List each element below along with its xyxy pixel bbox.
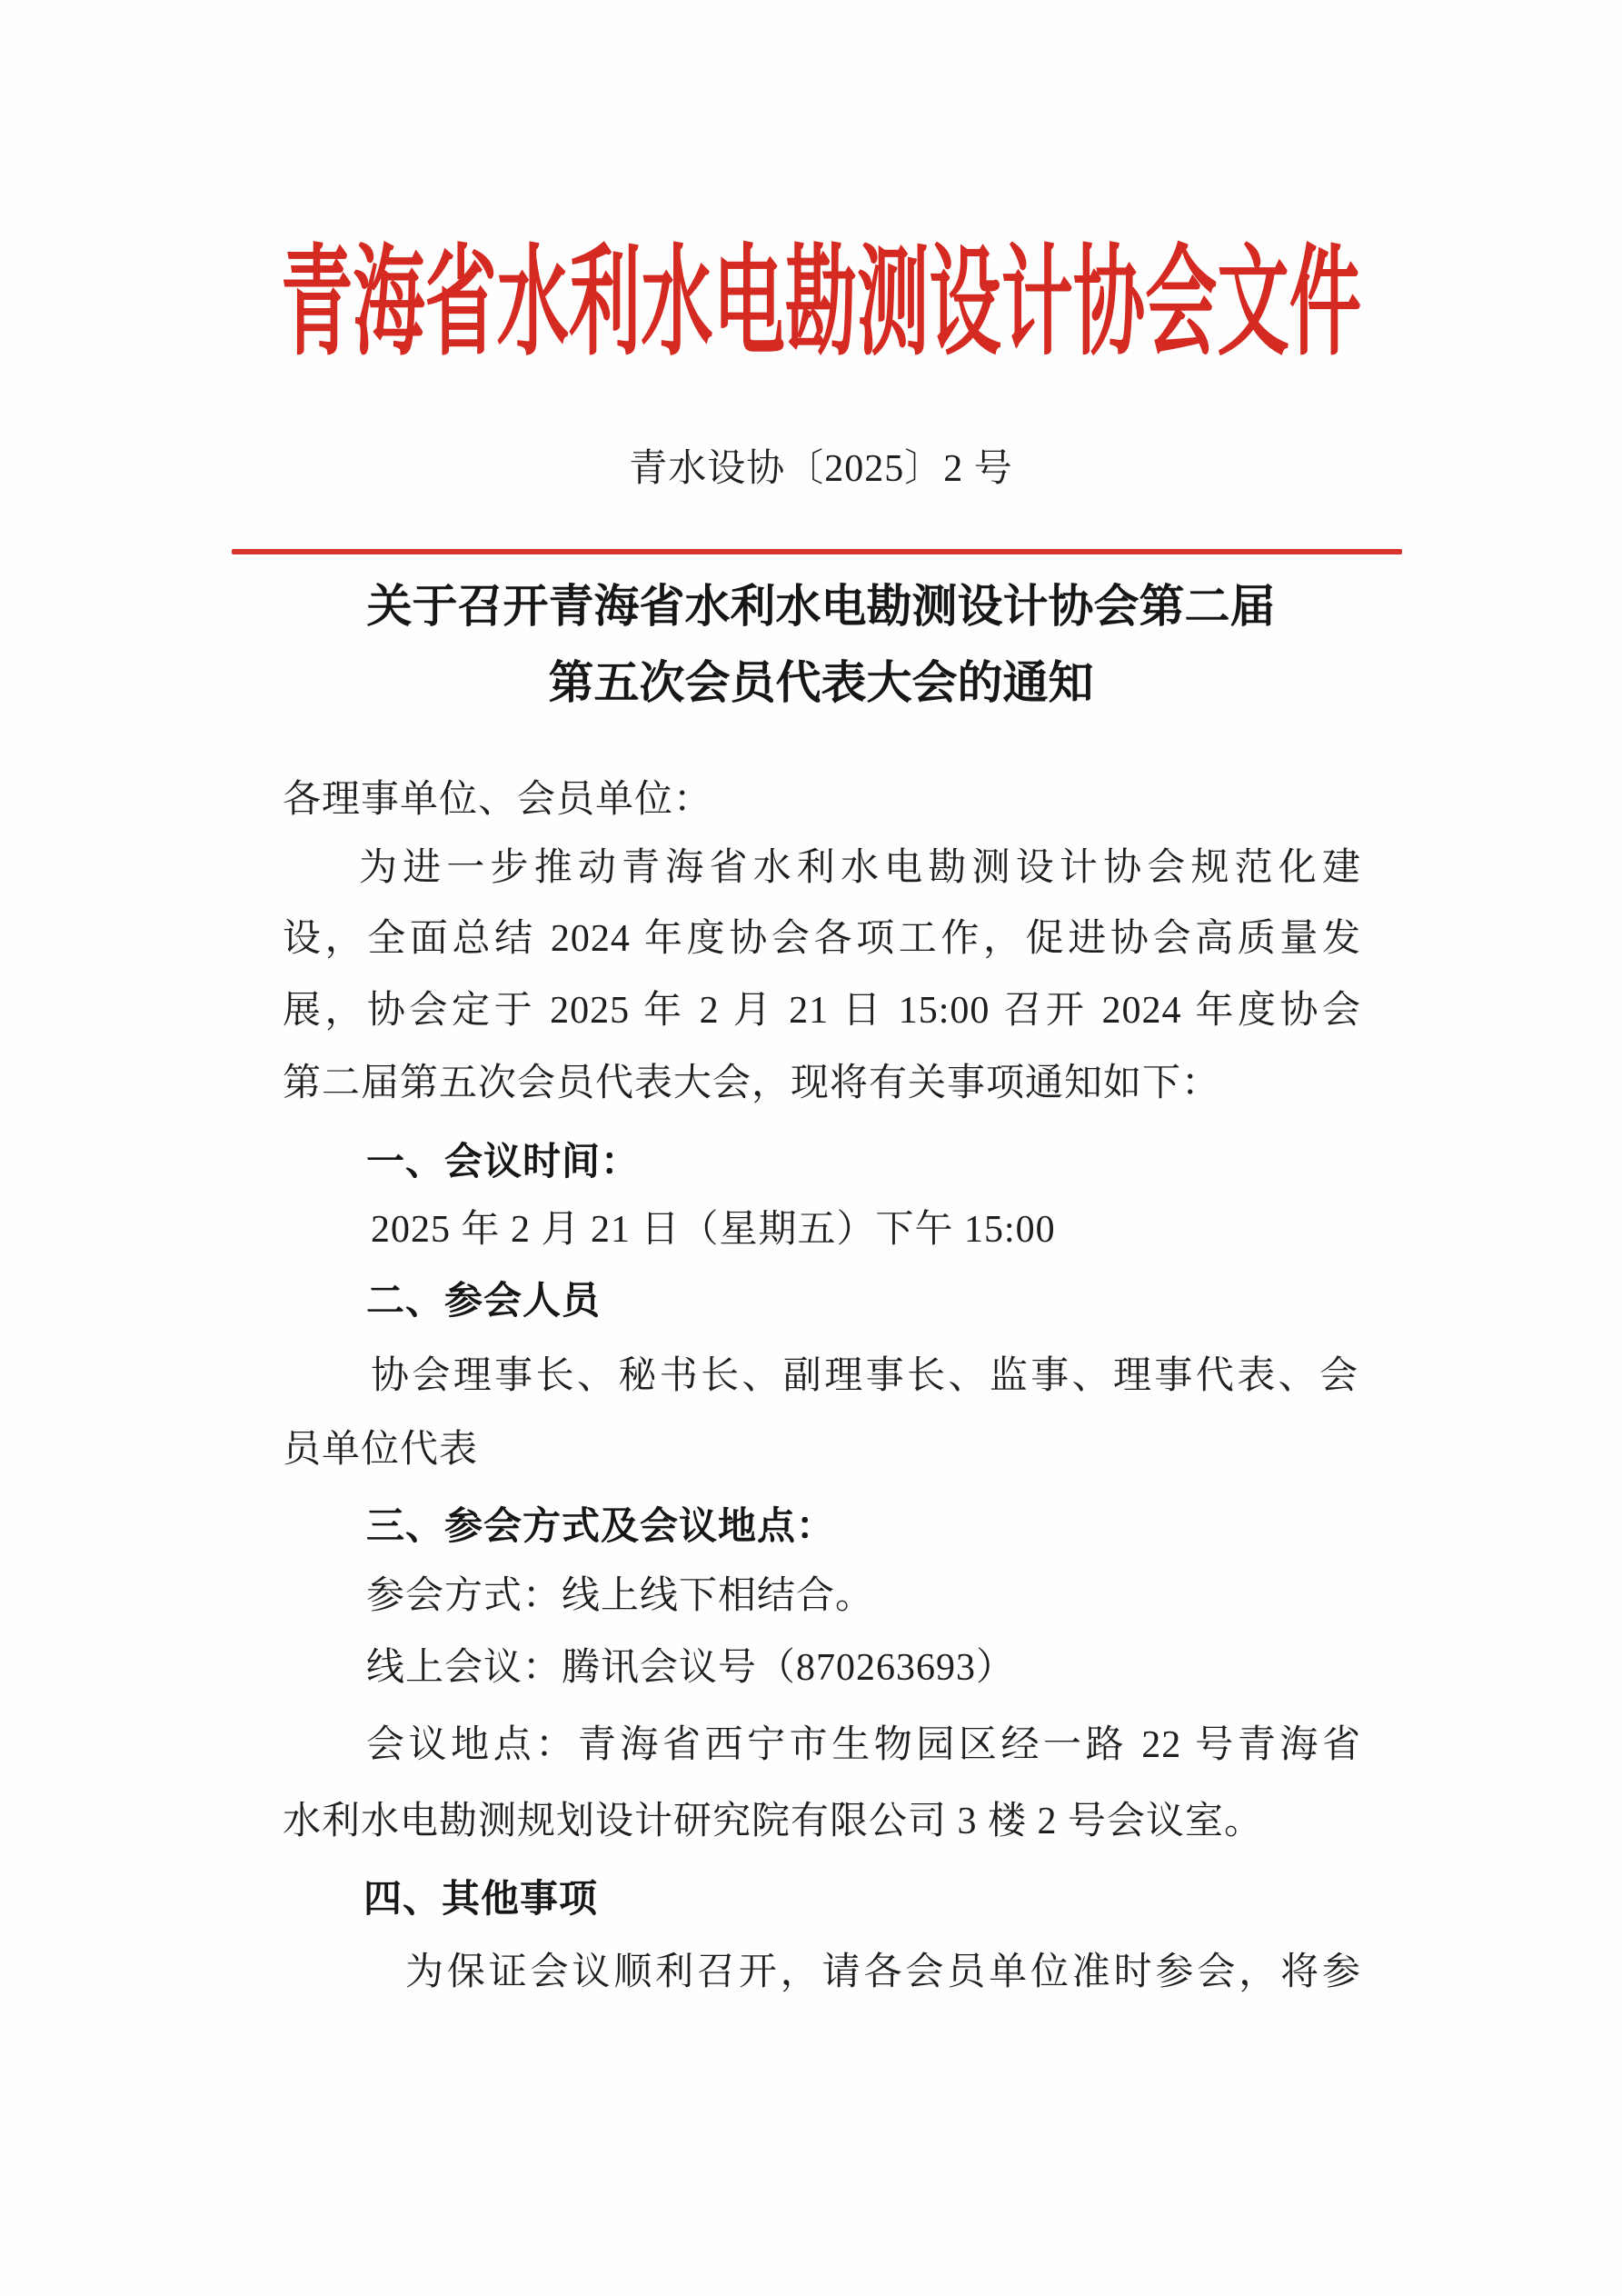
meeting-time-text: 2025 年 2 月 21 日（星期五）下午 15:00 bbox=[371, 1209, 1056, 1251]
intro-line: 展，协会定于 2025 年 2 月 21 日 15:00 召开 2024 年度协会 bbox=[283, 990, 1361, 1032]
online-meeting-id: 线上会议：腾讯会议号（870263693） bbox=[366, 1647, 1016, 1689]
intro-line: 设，全面总结 2024 年度协会各项工作，促进协会高质量发 bbox=[283, 918, 1361, 960]
notice-title-line-1: 关于召开青海省水利水电勘测设计协会第二届 bbox=[366, 581, 1276, 632]
meeting-location-line: 水利水电勘测规划设计研究院有限公司 3 楼 2 号会议室。 bbox=[283, 1801, 1264, 1842]
attendees-line: 协会理事长、秘书长、副理事长、监事、理事代表、会 bbox=[371, 1355, 1358, 1397]
notice-title-line-2: 第五次会员代表大会的通知 bbox=[548, 657, 1094, 708]
salutation: 各理事单位、会员单位： bbox=[283, 779, 713, 821]
header-title bbox=[281, 235, 1361, 366]
attendees-line: 员单位代表 bbox=[283, 1429, 479, 1471]
header-title-text: 青海省水利水电勘测设计协会文件 bbox=[281, 235, 1361, 366]
document-number: 青水设协〔2025〕2 号 bbox=[629, 448, 1013, 490]
section-heading-format-location: 三、参会方式及会议地点： bbox=[366, 1504, 836, 1547]
meeting-location-line: 会议地点：青海省西宁市生物园区经一路 22 号青海省 bbox=[366, 1724, 1361, 1766]
red-rule-divider bbox=[232, 549, 1402, 554]
section-heading-other-matters: 四、其他事项 bbox=[363, 1877, 599, 1920]
intro-line: 为进一步推动青海省水利水电勘测设计协会规范化建 bbox=[359, 847, 1361, 889]
section-heading-meeting-time: 一、会议时间： bbox=[366, 1140, 641, 1183]
other-matters-line: 为保证会议顺利召开，请各会员单位准时参会，将参 bbox=[405, 1952, 1361, 1993]
attendance-format: 参会方式：线上线下相结合。 bbox=[366, 1575, 875, 1617]
intro-line: 第二届第五次会员代表大会，现将有关事项通知如下： bbox=[283, 1063, 1221, 1104]
section-heading-attendees: 二、参会人员 bbox=[366, 1279, 602, 1322]
